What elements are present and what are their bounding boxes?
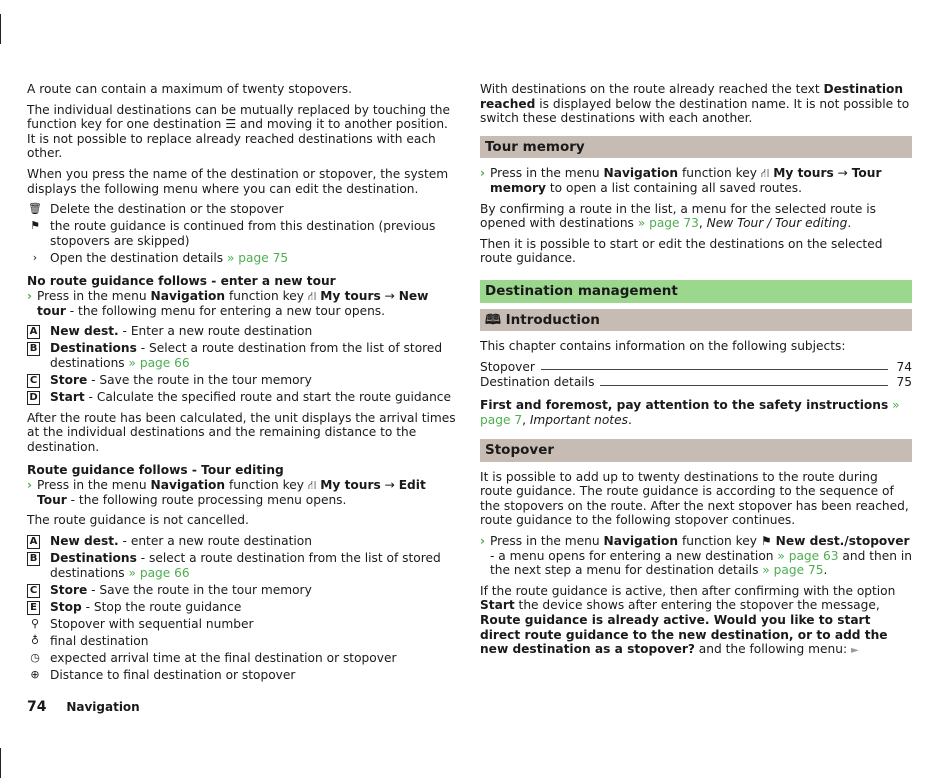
page-footer xyxy=(27,700,140,715)
section-heading-stopover: Stopover xyxy=(480,439,912,462)
step-arrow-icon: › xyxy=(27,478,33,493)
paragraph: The individual destinations can be mutually replaced by touching the function key for one destination ☰ and moving it to another position. It is not possible to replace already reached destinations with each other. xyxy=(27,102,450,161)
continued-arrow-icon: ► xyxy=(850,645,859,657)
list-item: ⚑ the route guidance is continued from this destination (previous stopovers are skipped) xyxy=(27,219,457,248)
instruction-step: › Press in the menu Navigation function key ⛙ My tours → New tour - the following menu for entering a new tour opens. xyxy=(27,289,429,318)
page-link[interactable]: » page 63 xyxy=(777,548,839,563)
subheading: Route guidance follows - Tour editing xyxy=(27,462,284,477)
paragraph: If the route guidance is active, then after confirming with the option Start the device shows after entering the stopover the message, Route guidance is already active. Would you like to start direct route guidance to the new destination, or to add the new destination as a stopover? and the following menu: ► xyxy=(480,583,896,657)
crop-mark-top xyxy=(0,14,1,44)
right-column xyxy=(480,82,912,665)
key-label: C xyxy=(27,374,40,388)
subheading: No route guidance follows - enter a new tour xyxy=(27,273,336,288)
instruction-step: › Press in the menu Navigation function key ⚑ New dest./stopover - a menu opens for entering a new destination » page 63 and then in the next step a menu for destination details » page 75. xyxy=(480,534,912,578)
stopover-pin-icon: ⚲ xyxy=(30,616,40,630)
key-label: A xyxy=(27,325,40,339)
my-tours-icon: ⛙ xyxy=(760,166,774,181)
list-item: ◷ expected arrival time at the final destination or stopover xyxy=(27,651,457,666)
page-link[interactable]: » page 75 xyxy=(762,563,824,578)
paragraph: By confirming a route in the list, a menu for the selected route is opened with destinations » page 73, New Tour / Tour editing. xyxy=(480,201,876,231)
toc-entry[interactable]: Stopover 74 xyxy=(480,359,912,374)
book-icon: 🕮 xyxy=(485,311,506,328)
chevron-right-icon: › xyxy=(32,250,38,264)
list-item: A New dest. - Enter a new route destination xyxy=(27,324,457,339)
paragraph: Then it is possible to start or edit the destinations on the selected route guidance. xyxy=(480,236,883,266)
final-destination-icon: ♁ xyxy=(30,634,40,647)
list-item: C Store - Save the route in the tour memory xyxy=(27,373,457,388)
page-link[interactable]: » page 73 xyxy=(637,216,699,231)
key-label: E xyxy=(27,601,40,615)
list-item: ♁ final destination xyxy=(27,634,457,649)
toc-entry[interactable]: Destination details 75 xyxy=(480,375,912,390)
page-link[interactable]: » page 66 xyxy=(128,356,190,370)
skip-flag-icon: ⚑ xyxy=(30,219,40,233)
key-label: B xyxy=(27,342,40,356)
trash-icon: 🗑 xyxy=(28,202,42,216)
section-heading-destination-management: Destination management xyxy=(480,280,912,303)
list-item: A New dest. - enter a new route destination xyxy=(27,534,457,549)
instruction-step: › Press in the menu Navigation function key ⛙ My tours → Edit Tour - the following route processing menu opens. xyxy=(27,478,426,507)
paragraph: The route guidance is not cancelled. xyxy=(27,513,249,528)
paragraph: When you press the name of the destination or stopover, the system displays the following menu where you can edit the destination. xyxy=(27,166,449,196)
my-tours-icon: ⛙ xyxy=(307,478,321,493)
instruction-step: › Press in the menu Navigation function key ⛙ My tours → Tour memory to open a list containing all saved routes. xyxy=(480,166,882,195)
section-heading-tour-memory: Tour memory xyxy=(480,136,912,159)
list-handle-icon: ☰ xyxy=(225,117,237,132)
key-label: A xyxy=(27,535,40,549)
footer-section-title: Navigation xyxy=(66,700,140,714)
page-link[interactable]: » page 66 xyxy=(128,565,190,580)
key-list xyxy=(27,534,457,683)
distance-target-icon: ⊕ xyxy=(30,668,40,682)
my-tours-icon: ⛙ xyxy=(307,289,321,304)
list-item: 🗑 Delete the destination or the stopover xyxy=(28,202,284,217)
key-label: D xyxy=(27,391,40,405)
paragraph: After the route has been calculated, the unit displays the arrival times at the individual destinations and the remaining distance to the destination. xyxy=(27,410,456,454)
section-heading-introduction: 🕮 Introduction xyxy=(480,309,912,332)
paragraph: This chapter contains information on the following subjects: xyxy=(480,339,846,354)
key-list xyxy=(27,324,457,404)
toc xyxy=(480,360,912,390)
crop-mark-bottom xyxy=(0,748,1,778)
list-item: D Start - Calculate the specified route and start the route guidance xyxy=(27,390,457,405)
step-arrow-icon: › xyxy=(480,534,486,549)
list-item: ⊕ Distance to final destination or stopover xyxy=(27,668,457,683)
list-item: E Stop - Stop the route guidance xyxy=(27,600,457,615)
safety-note: First and foremost, pay attention to the safety instructions » page 7, Important notes. xyxy=(480,397,900,427)
page-link[interactable]: » page 75 xyxy=(226,250,289,265)
page-number: 74 xyxy=(27,699,47,715)
page-link[interactable]: » page 7 xyxy=(480,397,900,427)
step-arrow-icon: › xyxy=(480,166,486,181)
paragraph: A route can contain a maximum of twenty stopovers. xyxy=(27,82,352,96)
list-item: C Store - Save the route in the tour memory xyxy=(27,583,457,598)
list-item: B Destinations - Select a route destination from the list of stored destinations » page 66 xyxy=(27,341,457,370)
left-column xyxy=(27,82,457,685)
key-label: B xyxy=(27,552,40,566)
clock-icon: ◷ xyxy=(30,651,40,665)
list-item: B Destinations - select a route destination from the list of stored destinations » page 66 xyxy=(27,551,457,580)
paragraph: It is possible to add up to twenty destinations to the route during route guidance. The route guidance is according to the sequence of the stopovers on the route. After the next stopover has been reached, route guidance to the following stopover continues. xyxy=(480,469,909,528)
list-item: › Open the destination details » page 75 xyxy=(27,251,457,266)
paragraph: With destinations on the route already reached the text Destination reached is displayed below the destination name. It is not possible to switch these destinations with each another. xyxy=(480,82,910,126)
list-item: ⚲ Stopover with sequential number xyxy=(27,617,457,632)
stopover-flag-icon: ⚑ xyxy=(760,534,776,549)
icon-list xyxy=(27,202,457,265)
key-label: C xyxy=(27,584,40,598)
step-arrow-icon: › xyxy=(27,289,33,304)
